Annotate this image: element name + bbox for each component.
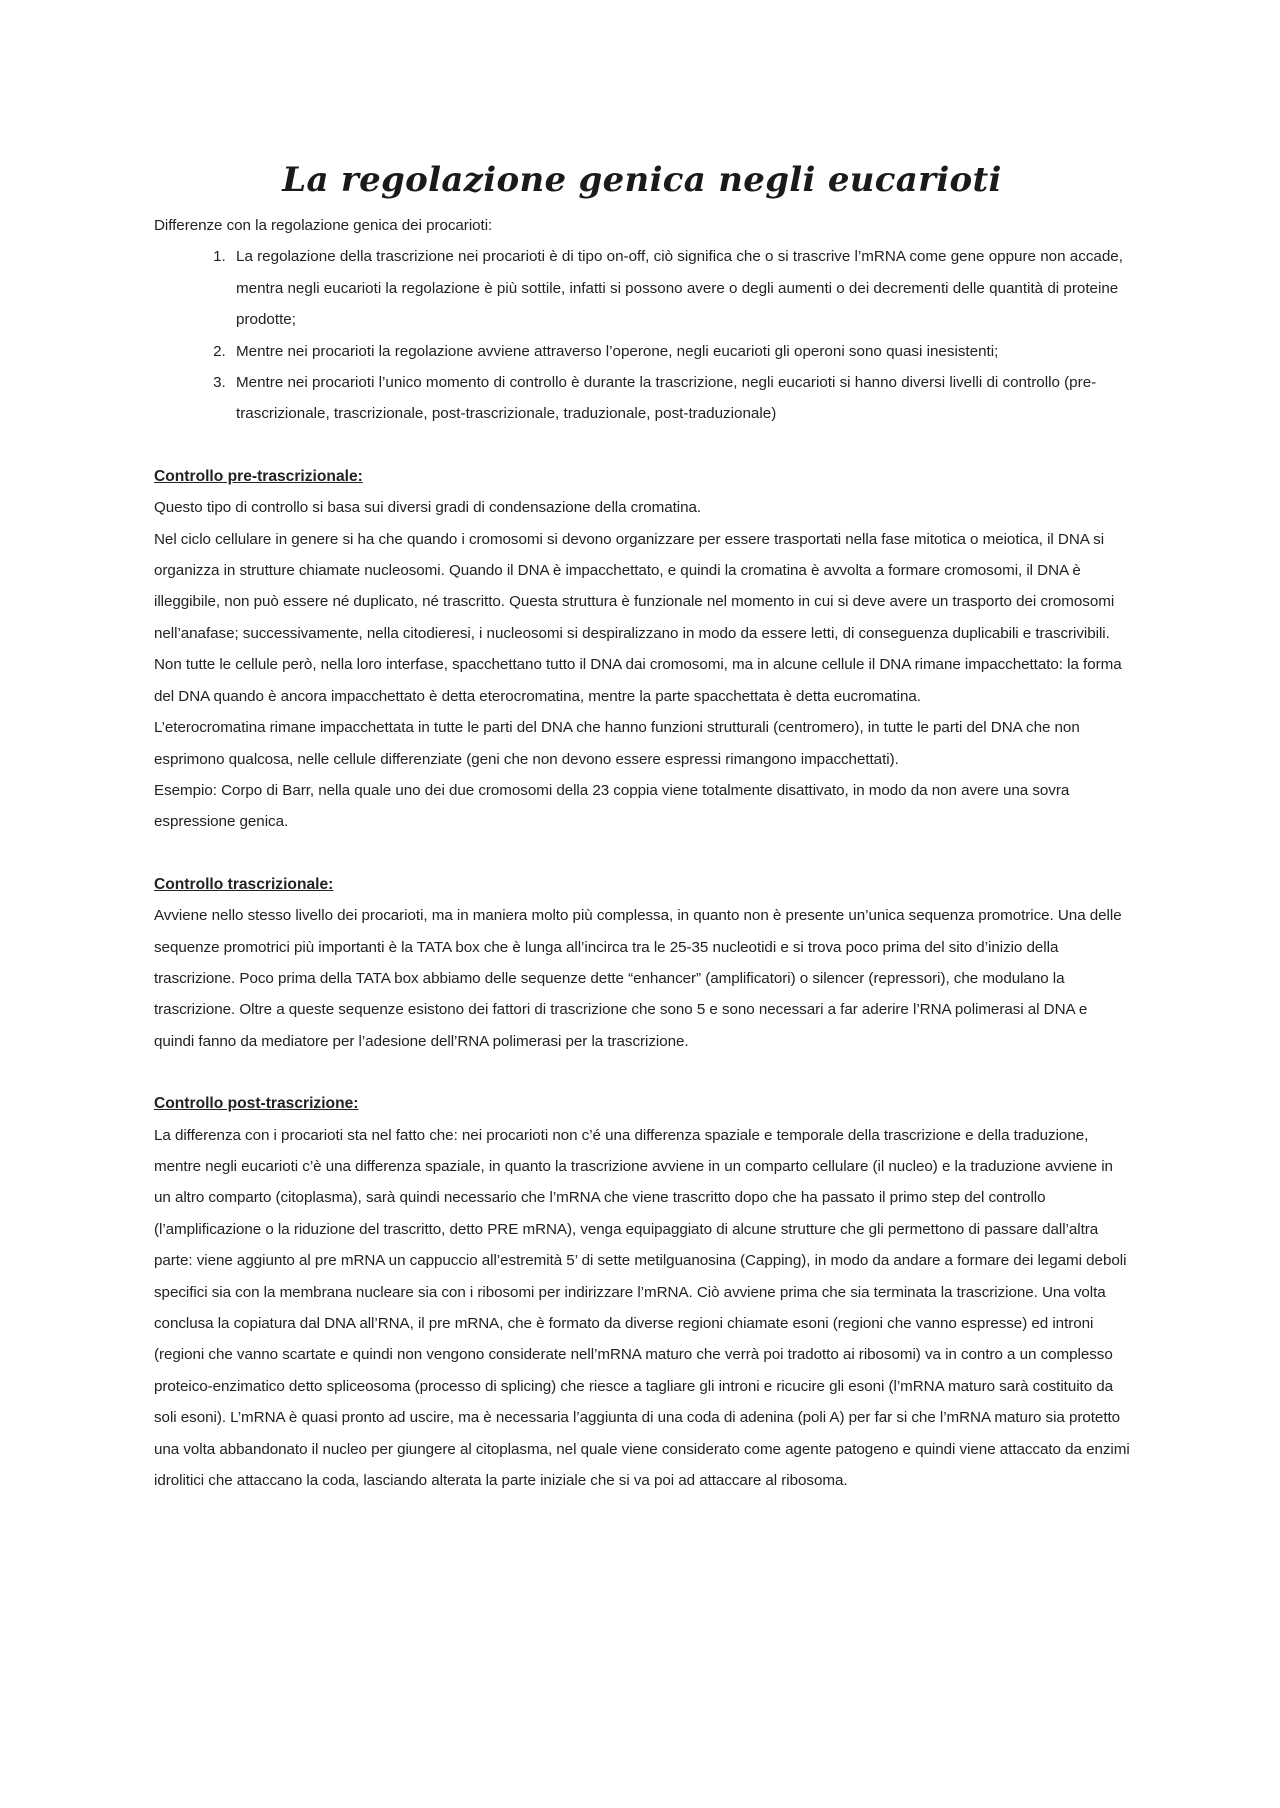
- paragraph: Nel ciclo cellulare in genere si ha che quando i cromosomi si devono organizzare per essere trasportati nella fase mitotica o meiotica, il DNA si organizza in strutture chiamate nucleosomi. Quando il DNA è impacchettato, e quindi la cromatina è avvolta a formare cromosomi, il DNA è illeggibile, non può essere né duplicato, né trascritto. Questa struttura è funzionale nel momento in cui si deve avere un trasporto dei cromosomi nell’anafase; successivamente, nella citodieresi, i nucleosomi si despiralizzano in modo da essere letti, di conseguenza duplicabili e trascrivibili.: [154, 530, 1115, 642]
- paragraph: Avviene nello stesso livello dei procarioti, ma in maniera molto più complessa, in quanto non è presente un’unica sequenza promotrice. Una delle sequenze promotrici più importanti è la TATA box che è lunga all’incirca tra le 25-35 nucleotidi e si trova poco prima del sito d’inizio della trascrizione. Poco prima della TATA box abbiamo delle sequenze dette “enhancer” (amplificatori) o silencer (repressori), che modulano la trascrizione. Oltre a queste sequenze esistono dei fattori di trascrizione che sono 5 e sono necessari a far aderire l’RNA polimerasi al DNA e quindi fanno da mediatore per l’adesione dell’RNA polimerasi per la trascrizione.: [154, 907, 1122, 1050]
- paragraph: Esempio: Corpo di Barr, nella quale uno dei due cromosomi della 23 coppia viene totalmente disattivato, in modo da non avere una sovra espressione genica.: [154, 781, 1070, 831]
- document-title: La regolazione genica negli eucarioti: [282, 160, 1002, 200]
- list-item: 3. Mentre nei procarioti l’unico momento di controllo è durante la trascrizione, negli eucarioti si hanno diversi livelli di controllo (pre-trascrizionale, trascrizionale, post-trascrizionale, traduzionale, post-traduzionale): [230, 367, 1130, 430]
- section-heading: Controllo trascrizionale:: [154, 875, 334, 893]
- intro-text: Differenze con la regolazione genica dei procarioti:: [154, 217, 493, 234]
- section-heading: Controllo pre-trascrizionale:: [154, 467, 363, 485]
- section-pre-transcriptional: [154, 461, 1130, 838]
- section-transcriptional: [154, 869, 1130, 1057]
- list-item: 1. La regolazione della trascrizione nei procarioti è di tipo on-off, ciò significa che o si trascrive l’mRNA come gene oppure non accade, mentra negli eucarioti la regolazione è più sottile, infatti si possono avere o degli aumenti o dei decrementi delle quantità di proteine prodotte;: [230, 241, 1130, 335]
- section-post-transcriptional: [154, 1088, 1130, 1496]
- list-item: 2. Mentre nei procarioti la regolazione avviene attraverso l’operone, negli eucarioti gli operoni sono quasi inesistenti;: [230, 336, 1130, 367]
- paragraph: Questo tipo di controllo si basa sui diversi gradi di condensazione della cromatina.: [154, 499, 702, 517]
- section-heading: Controllo post-trascrizione:: [154, 1095, 359, 1113]
- differences-list: [154, 241, 1130, 429]
- paragraph: L’eterocromatina rimane impacchettata in tutte le parti del DNA che hanno funzioni strutturali (centromero), in tutte le parti del DNA che non esprimono qualcosa, nelle cellule differenziate (geni che non devono essere espressi rimangono impacchettati).: [154, 719, 1080, 768]
- document-page: [154, 150, 1130, 1496]
- paragraph: Non tutte le cellule però, nella loro interfase, spacchettano tutto il DNA dai cromosomi, ma in alcune cellule il DNA rimane impacchettato: la forma del DNA quando è ancora impacchettato è detta eterocromatina, mentre la parte spacchettata è detta eucromatina.: [154, 656, 1122, 705]
- paragraph: La differenza con i procarioti sta nel fatto che: nei procarioti non c’é una differenza spaziale e temporale della trascrizione e della traduzione, mentre negli eucarioti c’è una differenza spaziale, in quanto la trascrizione avviene in un comparto cellulare (il nucleo) e la traduzione avviene in un altro comparto (citoplasma), sarà quindi necessario che l’mRNA che viene trascritto dopo che ha passato il primo step del controllo (l’amplificazione o la riduzione del trascritto, detto PRE mRNA), venga equipaggiato di alcune strutture che gli permettono di passare dall’altra parte: viene aggiunto al pre mRNA un cappuccio all’estremità 5’ di sette metilguanosina (Capping), in modo da andare a formare dei legami deboli specifici sia con la membrana nucleare sia con i ribosomi per indirizzare l’mRNA. Ciò avviene prima che sia terminata la trascrizione. Una volta conclusa la copiatura dal DNA all’RNA, il pre mRNA, che è formato da diverse regioni chiamate esoni (regioni che vanno espresse) ed introni (regioni che vanno scartate e quindi non vengono considerate nell’mRNA maturo che verrà poi tradotto ai ribosomi) va in contro a un complesso proteico-enzimatico detto spliceosoma (processo di splicing) che riesce a tagliare gli introni e ricucire gli esoni (l’mRNA maturo sarà costituito da soli esoni). L’mRNA è quasi pronto ad uscire, ma è necessaria l’aggiunta di una coda di adenina (poli A) per far si che l’mRNA maturo sia protetto una volta abbandonato il nucleo per giungere al citoplasma, nel quale viene considerato come agente patogeno e quindi viene attaccato da enzimi idrolitici che attaccano la coda, lasciando alterata la parte iniziale che si va poi ad attaccare al ribosoma.: [154, 1126, 1130, 1490]
